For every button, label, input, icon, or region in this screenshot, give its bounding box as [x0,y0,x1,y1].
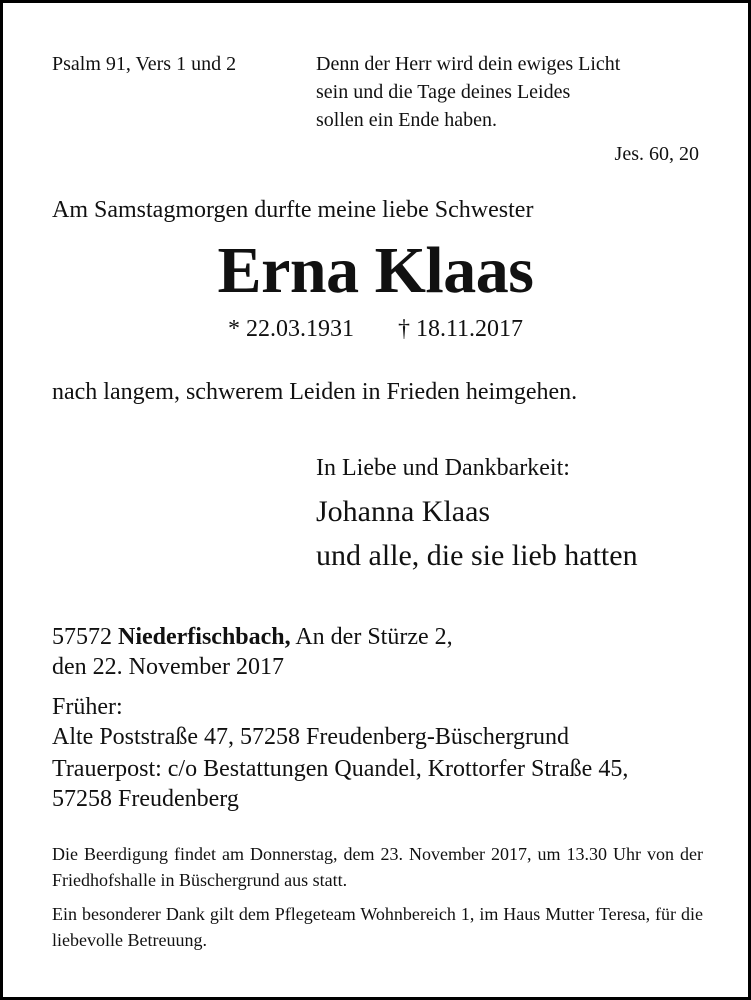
postal-code: 57572 [52,624,112,650]
deceased-name: Erna Klaas [217,234,534,307]
thanks-line: In Liebe und Dankbarkeit: [316,455,570,481]
funeral-info: Die Beerdigung findet am Donnerstag, dem 23. November 2017, um 13.30 Uhr von der Friedhofshalle in Büschergrund aus statt. [52,844,703,890]
birth-date: * 22.03.1931 [227,316,354,342]
town-name: Niederfischbach, [118,624,291,650]
mourner-family: und alle, die sie lieb hatten [316,539,638,572]
announcement-intro: Am Samstagmorgen durfte meine liebe Schwester [52,197,534,223]
condolence-mail-line: Trauerpost: c/o Bestattungen Quandel, Krottorfer Straße 45, [52,756,629,782]
verse-line: sollen ein Ende haben. [316,109,498,131]
notice-date: den 22. November 2017 [52,654,284,680]
street-address: An der Stürze 2, [295,624,453,650]
previous-address-label: Früher: [52,694,123,720]
passing-text: nach langem, schwerem Leiden in Frieden heimgehen. [52,379,578,405]
bible-verse [316,50,716,134]
previous-address: Alte Poststraße 47, 57258 Freudenberg-Büschergrund [52,724,570,750]
life-dates [3,313,748,345]
address-line [52,621,453,653]
verse-reference: Jes. 60, 20 [614,143,699,165]
verse-line: Denn der Herr wird dein ewiges Licht [316,53,621,75]
death-date: † 18.11.2017 [397,316,524,342]
condolence-mail-city: 57258 Freudenberg [52,786,239,812]
mourner-name: Johanna Klaas [316,495,491,528]
gratitude-note: Ein besonderer Dank gilt dem Pflegeteam Wohnbereich 1, im Haus Mutter Teresa, für die liebevolle Betreuung. [52,904,703,950]
verse-line: sein und die Tage deines Leides [316,81,571,103]
psalm-reference: Psalm 91, Vers 1 und 2 [52,53,237,75]
